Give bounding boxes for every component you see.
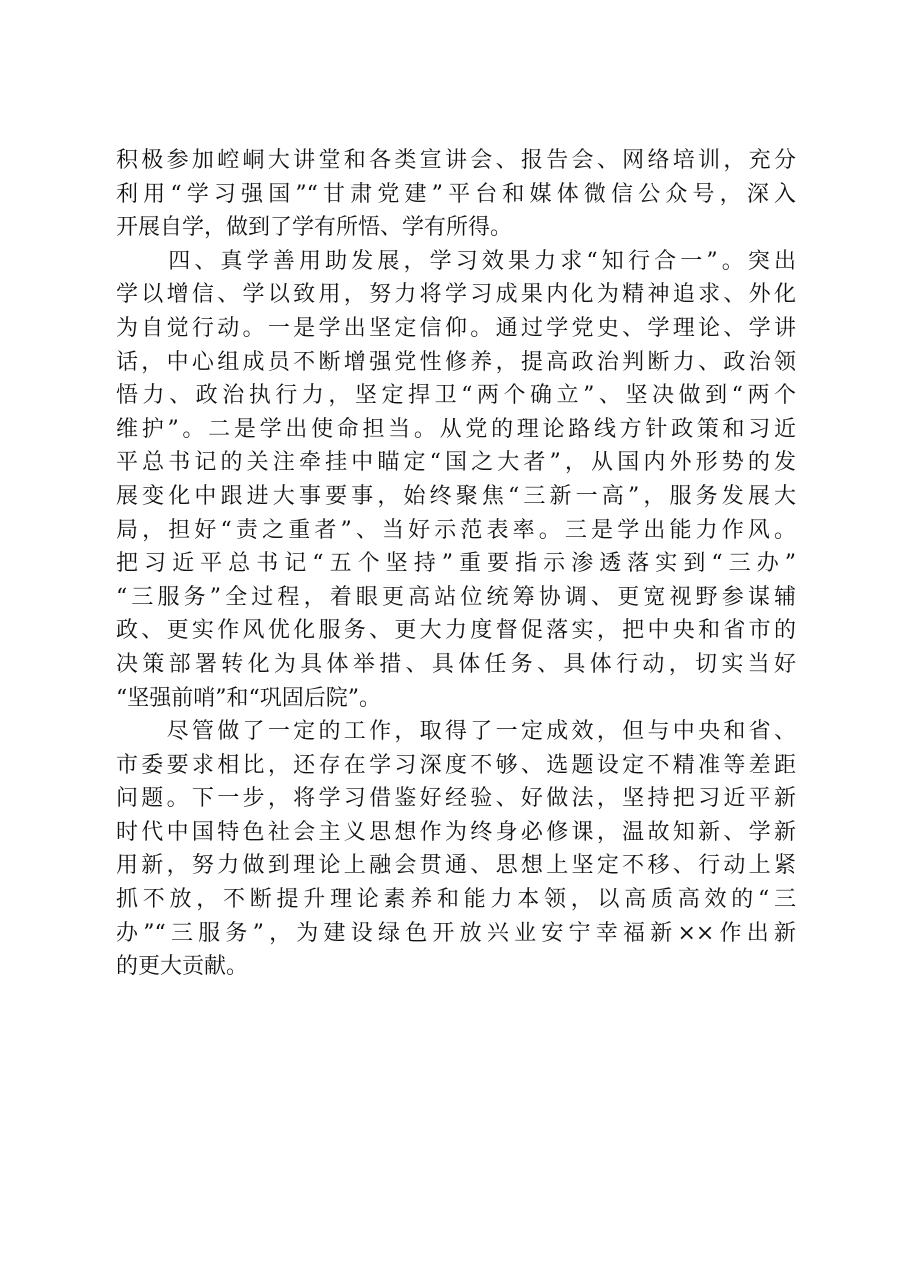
text-line: 平总书记的关注牵挂中瞄定“国之大者”，从国内外形势的发 [116, 450, 796, 476]
text-line: 局，担好“责之重者”、当好示范表率。三是学出能力作风。 [116, 517, 796, 543]
text-line: 四、真学善用助发展，学习效果力求“知行合一”。突出 [116, 248, 796, 274]
text-line: 政、更实作风优化服务、更大力度督促落实，把中央和省市的 [116, 618, 796, 644]
paragraph-study-methods [116, 144, 796, 245]
text-line: 问题。下一步，将学习借鉴好经验、好做法，坚持把习近平新 [116, 786, 796, 812]
text-line: 悟力、政治执行力，坚定捍卫“两个确立”、坚决做到“两个 [116, 383, 796, 409]
paragraph-section-four [116, 245, 796, 715]
text-line: 抓不放，不断提升理论素养和能力本领，以高质高效的“三 [116, 887, 796, 913]
paragraph-conclusion [116, 715, 796, 984]
text-line: 决策部署转化为具体举措、具体任务、具体行动，切实当好 [116, 651, 796, 677]
text-line: “三服务”全过程，着眼更高站位统筹协调、更宽视野参谋辅 [116, 584, 796, 610]
text-line: 尽管做了一定的工作，取得了一定成效，但与中央和省、 [116, 719, 796, 745]
text-line: 开展自学，做到了学有所悟、学有所得。 [116, 215, 513, 241]
text-line: 把习近平总书记“五个坚持”重要指示渗透落实到“三办” [116, 551, 796, 577]
text-line: 积极参加崆峒大讲堂和各类宣讲会、报告会、网络培训，充分 [116, 148, 796, 173]
text-line: 时代中国特色社会主义思想作为终身必修课，温故知新、学新 [116, 819, 796, 845]
text-line: 展变化中跟进大事要事，始终聚焦“三新一高”，服务发展大 [116, 483, 796, 509]
text-line: “坚强前哨”和“巩固后院”。 [116, 685, 381, 711]
text-line: 市委要求相比，还存在学习深度不够、选题设定不精准等差距 [116, 752, 796, 778]
text-line: 的更大贡献。 [116, 954, 249, 980]
text-line: 学以增信、学以致用，努力将学习成果内化为精神追求、外化 [116, 282, 796, 308]
text-line: 利用“学习强国”“甘肃党建”平台和媒体微信公众号，深入 [116, 181, 796, 207]
text-line: 用新，努力做到理论上融会贯通、思想上坚定不移、行动上紧 [116, 853, 796, 879]
text-line: 为自觉行动。一是学出坚定信仰。通过学党史、学理论、学讲 [116, 315, 796, 341]
text-line: 话，中心组成员不断增强党性修养，提高政治判断力、政治领 [116, 349, 796, 375]
text-line: 办”“三服务”，为建设绿色开放兴业安宁幸福新××作出新 [116, 920, 796, 946]
document-body [116, 144, 796, 984]
text-line: 维护”。二是学出使命担当。从党的理论路线方针政策和习近 [116, 416, 796, 442]
